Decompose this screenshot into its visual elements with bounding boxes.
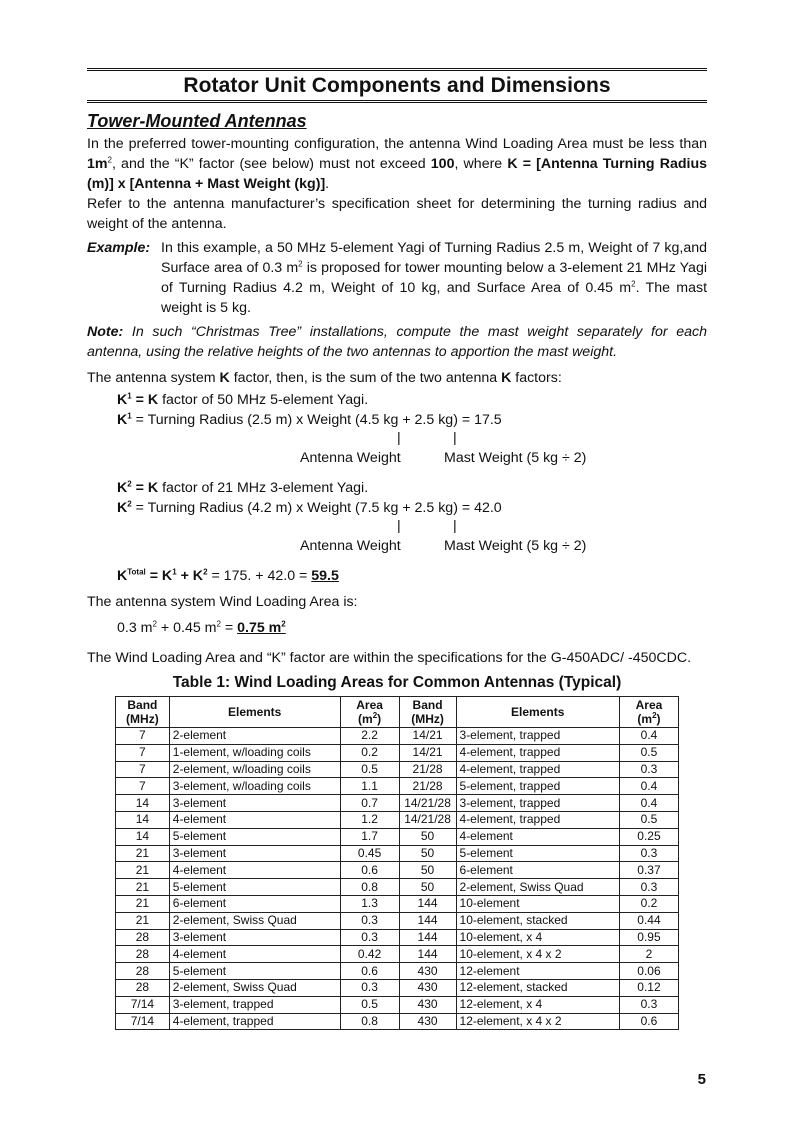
table-cell: 7/14 xyxy=(116,996,170,1013)
wla-line: 0.3 $m^2 + 0.45$ $m^2 = 0.75$ $m^2$ xyxy=(117,619,286,636)
table-cell: 14/21 xyxy=(399,744,456,761)
table-cell: 3-element, trapped xyxy=(169,996,340,1013)
table-cell: 2 xyxy=(619,946,678,963)
table-cell: 144 xyxy=(399,895,456,912)
table-cell: 21 xyxy=(116,895,170,912)
table-cell: 5-element, trapped xyxy=(456,778,619,795)
table-row xyxy=(116,728,679,745)
table-cell: 50 xyxy=(399,845,456,862)
table-row xyxy=(116,912,679,929)
table-cell: 10-element, x 4 x 2 xyxy=(456,946,619,963)
example-block xyxy=(87,238,707,318)
table-cell: 7 xyxy=(116,778,170,795)
table-cell: 144 xyxy=(399,929,456,946)
table-cell: 0.44 xyxy=(619,912,678,929)
table-cell: 14/21/28 xyxy=(399,795,456,812)
table-cell: 0.25 xyxy=(619,828,678,845)
wla-result: 0.75 $m^2$ xyxy=(237,619,286,636)
table-cell: 1.7 xyxy=(340,828,399,845)
table-row xyxy=(116,862,679,879)
table-cell: 21 xyxy=(116,912,170,929)
table-cell: 0.3 xyxy=(619,996,678,1013)
table-cell: 4-element, trapped xyxy=(169,1013,340,1030)
table-row xyxy=(116,744,679,761)
k2-line2: $K^2$ = Turning Radius (4.2 m) x Weight (7.5 kg + 2.5 kg) = 42.0 xyxy=(117,499,502,516)
k1-line1: $K^1 = K$ factor of 50 MHz 5-element Yagi. xyxy=(117,391,369,408)
table-cell: 0.5 xyxy=(340,761,399,778)
table-cell: 1.1 xyxy=(340,778,399,795)
table-cell: 0.6 xyxy=(340,963,399,980)
table-cell: 0.6 xyxy=(619,1013,678,1030)
table-cell: 28 xyxy=(116,946,170,963)
table-cell: 430 xyxy=(399,979,456,996)
table-cell: 0.6 xyxy=(340,862,399,879)
table-cell: 12-element xyxy=(456,963,619,980)
table-cell: 21/28 xyxy=(399,778,456,795)
table-row xyxy=(116,761,679,778)
k2-pipes: | | xyxy=(397,518,457,534)
ksum-intro: The antenna system K factor, then, is the sum of the two antenna K factors: xyxy=(87,370,562,386)
table-cell: 4-element xyxy=(169,946,340,963)
example-text: In this example, a 50 MHz 5-element Yagi of Turning Radius 2.5 m, Weight of 7 kg,and Surface area of 0.3 $m^2$ is proposed for tower mounting below a 3-element 21 MHz Yagi of Turning Radius 4.2 m, Weight of 10 kg, and Surface Area of 0.45 $m^2$. The mast weight is 5 kg. xyxy=(161,240,708,316)
table-cell: 21/28 xyxy=(399,761,456,778)
table-cell: 1.2 xyxy=(340,811,399,828)
k1-captions: Antenna Weight Mast Weight (5 kg ÷ 2) xyxy=(300,450,587,466)
header-elements-1: Elements xyxy=(169,697,340,728)
table-cell: 4-element xyxy=(169,862,340,879)
table-cell: 28 xyxy=(116,963,170,980)
table-cell: 3-element, trapped xyxy=(456,728,619,745)
page-content xyxy=(87,68,707,1030)
table-cell: 430 xyxy=(399,996,456,1013)
table-cell: 1-element, w/loading coils xyxy=(169,744,340,761)
table-cell: 0.37 xyxy=(619,862,678,879)
table-cell: 2-element, w/loading coils xyxy=(169,761,340,778)
table-cell: 144 xyxy=(399,912,456,929)
table-cell: 144 xyxy=(399,946,456,963)
table-cell: 2-element, Swiss Quad xyxy=(456,879,619,896)
table-cell: 4-element, trapped xyxy=(456,744,619,761)
header-area-2: Area $(m^2)$ xyxy=(619,697,678,728)
table-cell: 0.4 xyxy=(619,778,678,795)
header-area-1: Area $(m^2)$ xyxy=(340,697,399,728)
table-cell: 2-element, Swiss Quad xyxy=(169,912,340,929)
table-title: Table 1: Wind Loading Areas for Common Antennas (Typical) xyxy=(172,674,622,691)
table-body xyxy=(116,728,679,1030)
table-cell: 14 xyxy=(116,811,170,828)
header-elements-2: Elements xyxy=(456,697,619,728)
table-cell: 4-element, trapped xyxy=(456,761,619,778)
k1-line2: $K^1$ = Turning Radius (2.5 m) x Weight (4.5 kg + 2.5 kg) = 17.5 xyxy=(117,411,502,428)
table-row xyxy=(116,929,679,946)
table-cell: 0.3 xyxy=(619,761,678,778)
table-cell: 0.3 xyxy=(340,912,399,929)
table-cell: 4-element xyxy=(169,811,340,828)
table-row xyxy=(116,996,679,1013)
table-cell: 21 xyxy=(116,862,170,879)
table-cell: 7 xyxy=(116,761,170,778)
table-cell: 3-element xyxy=(169,929,340,946)
table-cell: 3-element, trapped xyxy=(456,795,619,812)
table-cell: 3-element xyxy=(169,845,340,862)
table-cell: 5-element xyxy=(169,828,340,845)
wla-intro: The antenna system Wind Loading Area is: xyxy=(87,594,358,610)
header-band-1: Band (MHz) xyxy=(116,697,170,728)
table-cell: 14/21 xyxy=(399,728,456,745)
table-cell: 0.5 xyxy=(619,744,678,761)
header-band-2: Band (MHz) xyxy=(399,697,456,728)
table-cell: 3-element, w/loading coils xyxy=(169,778,340,795)
table-cell: 430 xyxy=(399,1013,456,1030)
table-cell: 10-element xyxy=(456,895,619,912)
k2-line1: $K^2 = K$ factor of 21 MHz 3-element Yagi. xyxy=(117,479,369,496)
table-header-row xyxy=(116,697,679,728)
table-cell: 0.2 xyxy=(619,895,678,912)
title-bar xyxy=(87,68,707,103)
table-cell: 28 xyxy=(116,929,170,946)
wind-loading-table xyxy=(115,696,679,1030)
table-row xyxy=(116,895,679,912)
table-cell: 0.06 xyxy=(619,963,678,980)
table-cell: 0.95 xyxy=(619,929,678,946)
table-row xyxy=(116,946,679,963)
table-cell: 6-element xyxy=(169,895,340,912)
table-cell: 21 xyxy=(116,845,170,862)
table-cell: 28 xyxy=(116,979,170,996)
table-cell: 0.12 xyxy=(619,979,678,996)
page-title: Rotator Unit Components and Dimensions xyxy=(183,74,611,97)
table-cell: 0.4 xyxy=(619,728,678,745)
k2-captions: Antenna Weight Mast Weight (5 kg ÷ 2) xyxy=(300,538,587,554)
page-number: 5 xyxy=(697,1071,706,1088)
table-cell: 10-element, stacked xyxy=(456,912,619,929)
table-row xyxy=(116,879,679,896)
table-cell: 0.3 xyxy=(340,979,399,996)
table-cell: 0.8 xyxy=(340,1013,399,1030)
note-paragraph: Note: In such “Christmas Tree” installations, compute the mast weight separately for each antenna, using the relative heights of the two antennas to apportion the mast weight. xyxy=(87,324,707,360)
table-cell: 6-element xyxy=(456,862,619,879)
table-row xyxy=(116,828,679,845)
table-cell: 14/21/28 xyxy=(399,811,456,828)
table-cell: 0.42 xyxy=(340,946,399,963)
table-row xyxy=(116,778,679,795)
table-cell: 2-element xyxy=(169,728,340,745)
table-cell: 12-element, x 4 x 2 xyxy=(456,1013,619,1030)
table-cell: 7 xyxy=(116,728,170,745)
ktotal-line: $K^{Total} = K^1 + K^2 = 175$. + 42.0 = 59.5 xyxy=(117,567,339,584)
table-cell: 5-element xyxy=(169,963,340,980)
table-cell: 2.2 xyxy=(340,728,399,745)
table-row xyxy=(116,979,679,996)
table-row xyxy=(116,811,679,828)
table-cell: 4-element xyxy=(456,828,619,845)
table-row xyxy=(116,795,679,812)
table-cell: 0.2 xyxy=(340,744,399,761)
table-cell: 5-element xyxy=(456,845,619,862)
table-cell: 14 xyxy=(116,795,170,812)
table-cell: 0.5 xyxy=(340,996,399,1013)
k1-pipes: | | xyxy=(397,430,457,446)
table-cell: 4-element, trapped xyxy=(456,811,619,828)
table-cell: 0.3 xyxy=(340,929,399,946)
table-cell: 0.4 xyxy=(619,795,678,812)
table-cell: 12-element, stacked xyxy=(456,979,619,996)
table-row xyxy=(116,845,679,862)
table-cell: 7 xyxy=(116,744,170,761)
table-cell: 14 xyxy=(116,828,170,845)
table-cell: 7/14 xyxy=(116,1013,170,1030)
refer-paragraph: Refer to the antenna manufacturer’s specification sheet for determining the turning radius and weight of the antenna. xyxy=(87,196,707,232)
table-cell: 50 xyxy=(399,879,456,896)
example-label: Example: xyxy=(87,240,151,256)
table-cell: 0.5 xyxy=(619,811,678,828)
table-cell: 5-element xyxy=(169,879,340,896)
table-cell: 0.8 xyxy=(340,879,399,896)
table-cell: 10-element, x 4 xyxy=(456,929,619,946)
table-cell: 0.7 xyxy=(340,795,399,812)
table-cell: 430 xyxy=(399,963,456,980)
table-row xyxy=(116,963,679,980)
table-cell: 1.3 xyxy=(340,895,399,912)
conclusion-paragraph: The Wind Loading Area and “K” factor are within the specifications for the G-450ADC/ -450CDC. xyxy=(87,650,692,666)
table-cell: 50 xyxy=(399,862,456,879)
table-cell: 21 xyxy=(116,879,170,896)
table-cell: 12-element, x 4 xyxy=(456,996,619,1013)
intro-paragraph: In the preferred tower-mounting configuration, the antenna Wind Loading Area must be less than $1m^2$, and the “K” factor (see below) must not exceed 100, where K = [Antenna Turning Radius (m)] x [Antenna + Mast Weight (kg)]. xyxy=(87,136,707,192)
table-cell: 0.3 xyxy=(619,845,678,862)
table-cell: 50 xyxy=(399,828,456,845)
section-heading: Tower-Mounted Antennas xyxy=(87,111,307,131)
table-cell: 2-element, Swiss Quad xyxy=(169,979,340,996)
table-cell: 0.45 xyxy=(340,845,399,862)
table-row xyxy=(116,1013,679,1030)
table-cell: 3-element xyxy=(169,795,340,812)
table-cell: 0.3 xyxy=(619,879,678,896)
